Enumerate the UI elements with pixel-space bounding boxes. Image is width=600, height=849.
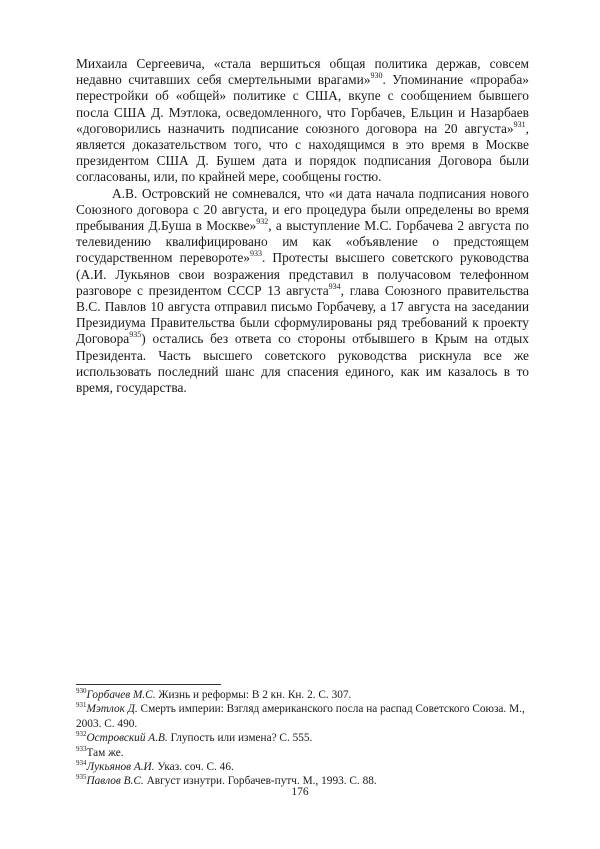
footnote-number: 935 [76,773,87,782]
footnote-number: 934 [76,759,87,768]
text-span: , а выступление М.С. Горбачева 2 августа по телевидению квалифицировано им как «объявление о предстоящем государственном перевороте» [76,218,529,266]
footnote-number: 932 [76,730,87,739]
paragraph-2 [76,186,529,397]
footnote-number: 933 [76,744,87,753]
footnote-ref-932[interactable]: 932 [256,217,269,227]
footnote [76,702,529,731]
text-span: . Протесты высшего советского руководства (А.И. Лукьянов свои возражения представил в получасовом телефонном разговоре с президентом СССР 13 августа [76,250,530,298]
footnote [76,731,529,745]
paragraph-1 [76,56,529,186]
footnote-ref-931[interactable]: 931 [513,119,526,129]
footnotes [76,688,529,789]
footnote-text: Смерть империи: Взгляд американского посла на распад Советского Союза. М., 2003. С. 490. [76,703,525,730]
footnote-ref-935[interactable]: 935 [129,330,142,340]
text-span: . Упоминание «прораба» перестройки об «общей» политике с США, вкупе с сообщением бывшего посла США Д. Мэтлока, осведомленного, что Горбачев, Ельцин и Назарбаев «договорились назначить подписание союзного договора на 20 августа» [76,72,530,136]
footnote [76,688,529,702]
footnote-author: Павлов В.С. [86,775,144,788]
footnote-ref-934[interactable]: 934 [328,281,341,291]
footnote-text: Жизнь и реформы: В 2 кн. Кн. 2. С. 307. [155,689,352,701]
footnote-author: Лукьянов А.И. [86,761,155,774]
text-span: Михаила Сергеевича, «стала вершиться общая политика держав, совсем недавно считавших себя смертельными врагами» [76,56,529,88]
footnote-text: Там же. [86,746,124,759]
text-span: А.В. Островский не сомневался, что «и дата начала подписания нового Союзного договора с 20 августа, и его процедура были определены во время пребывания Д.Буша в Москве» [76,185,529,234]
footnote-number: 930 [76,687,87,695]
footnote-number: 931 [76,701,87,710]
footnote-author: Горбачев М.С. [86,689,156,701]
footnote-text: Август изнутри. Горбачев-путч. М., 1993. С. 88. [143,775,377,788]
main-text [76,56,529,396]
text-span: , является доказательством того, что с находящимся в это время в Москве президентом США Д. Бушем дата и порядок подписания Договора были согласованы, или, по крайней мере, сообщены гостю. [76,120,529,185]
footnote-separator [76,684,221,685]
footnote [76,746,529,760]
text-span: , глава Союзного правительства В.С. Павлов 10 августа отправил письмо Горбачеву, а 17 августа на заседании Президиума Правительства были сформулированы ряд требований к проекту Договора [76,282,529,347]
footnote [76,760,529,774]
footnote-text: Указ. соч. С. 46. [154,761,234,774]
footnote-author: Островский А.В. [86,732,168,745]
footnote-text: Глупость или измена? С. 555. [167,732,313,745]
footnote-ref-933[interactable]: 933 [249,249,262,259]
footnote-ref-930[interactable]: 930 [370,71,383,81]
text-span: ) остались без ответа со стороны отбывшего в Крым на отдых Президента. Часть высшего советского руководства рискнула все же использовать последний шанс для спасения единого, как им казалось в то время, государства. [76,331,529,396]
page-number: 176 [291,786,309,798]
footnote-author: Мэтлок Д. [86,703,138,716]
